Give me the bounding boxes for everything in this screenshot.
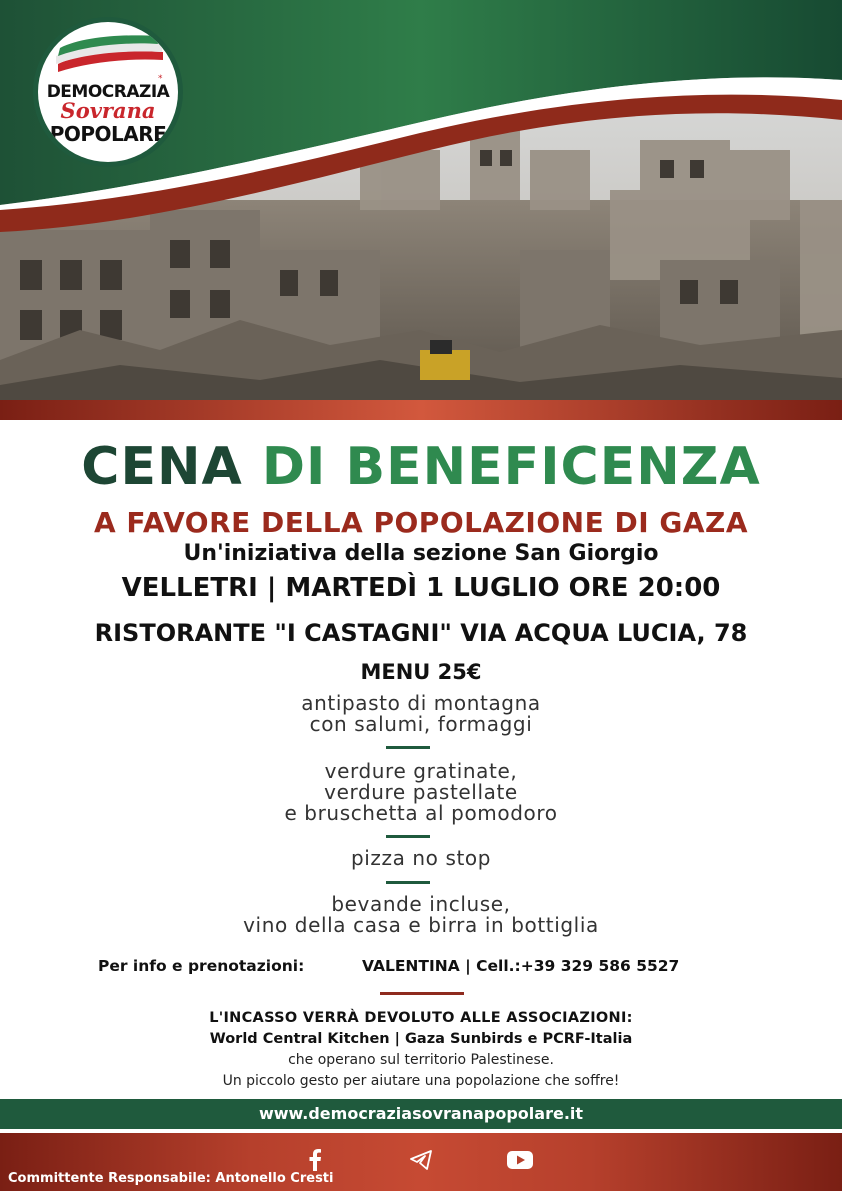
event-subtitle: A FAVORE DELLA POPOLAZIONE DI GAZA bbox=[93, 506, 748, 539]
menu-item-verdure-line2: verdure pastellate bbox=[324, 780, 518, 804]
menu-item-bevande-line1: bevande incluse, bbox=[331, 892, 511, 916]
menu-item-bevande-line2: vino della casa e birra in bottiglia bbox=[243, 913, 599, 937]
info-contact: VALENTINA | Cell.:+39 329 586 5527 bbox=[362, 957, 680, 975]
event-date-time: VELLETRI | MARTEDÌ 1 LUGLIO ORE 20:00 bbox=[121, 573, 721, 603]
committente-text: Committente Responsabile: Antonello Cresti bbox=[8, 1171, 334, 1186]
facebook-icon[interactable] bbox=[302, 1148, 328, 1172]
menu-item-pizza: pizza no stop bbox=[350, 846, 492, 870]
menu-item-verdure-line1: verdure gratinate, bbox=[324, 759, 518, 783]
party-logo bbox=[38, 22, 178, 162]
donation-line1: che operano sul territorio Palestinese. bbox=[288, 1052, 554, 1068]
menu-title: MENU 25€ bbox=[360, 660, 482, 684]
event-title-part1: CENA bbox=[81, 437, 262, 497]
menu-item-antipasto-line2: con salumi, formaggi bbox=[309, 712, 533, 736]
logo-text-popolare: POPOLARE bbox=[49, 122, 167, 146]
logo-text-democrazia: DEMOCRAZIA bbox=[46, 82, 170, 102]
website-bar bbox=[0, 1099, 842, 1129]
youtube-icon[interactable] bbox=[507, 1148, 533, 1172]
section-divider bbox=[380, 992, 464, 995]
event-location: RISTORANTE "I CASTAGNI" VIA ACQUA LUCIA, 78 bbox=[94, 619, 748, 647]
event-title-part2: DI BENEFICENZA bbox=[261, 437, 761, 497]
event-title bbox=[0, 436, 842, 498]
logo-star: * bbox=[158, 74, 163, 84]
menu-item-antipasto-line1: antipasto di montagna bbox=[301, 691, 541, 715]
donation-associations: World Central Kitchen | Gaza Sunbirds e PCRF-Italia bbox=[209, 1031, 633, 1047]
logo-text-sovrana: Sovrana bbox=[60, 98, 156, 123]
menu-item-verdure-line3: e bruschetta al pomodoro bbox=[284, 801, 558, 825]
event-initiative: Un'iniziativa della sezione San Giorgio bbox=[183, 541, 659, 566]
hero-banner bbox=[0, 0, 842, 420]
website-link[interactable]: www.democraziasovranapopolare.it bbox=[258, 1104, 584, 1123]
menu-separator bbox=[386, 746, 430, 749]
info-label: Per info e prenotazioni: bbox=[98, 957, 305, 975]
donation-line2: Un piccolo gesto per aiutare una popolazione che soffre! bbox=[222, 1073, 620, 1089]
donation-heading: L'INCASSO VERRÀ DEVOLUTO ALLE ASSOCIAZIONI: bbox=[209, 1010, 633, 1026]
menu-separator bbox=[386, 835, 430, 838]
telegram-icon[interactable] bbox=[408, 1148, 434, 1172]
menu-separator bbox=[386, 881, 430, 884]
